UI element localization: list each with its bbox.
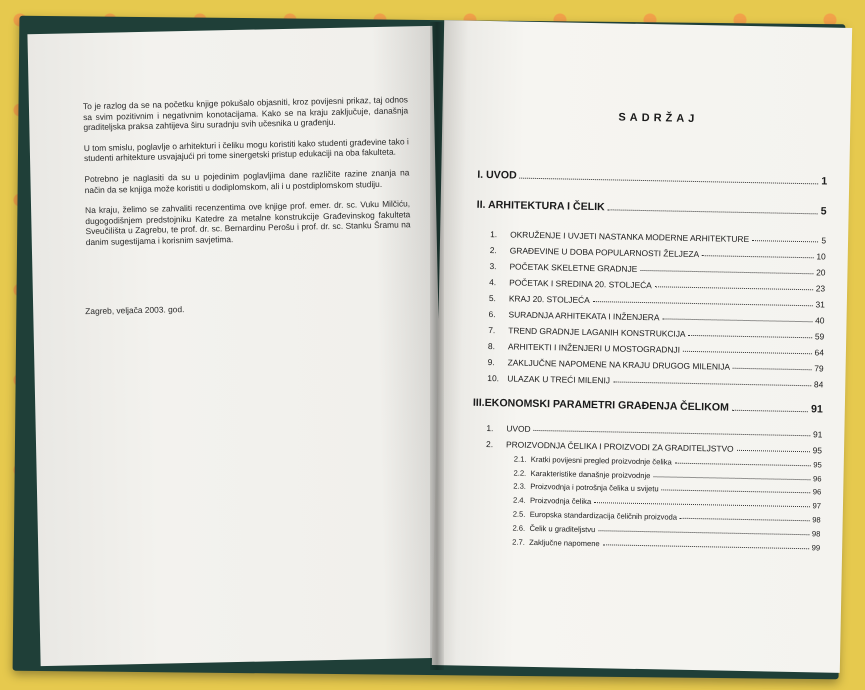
dot-leader [752,239,818,242]
toc-item-text: Proizvodnja i potrošnja čelika u svijetu [530,482,659,494]
dot-leader [608,208,818,214]
toc-item-number: 1. [490,229,498,240]
toc-section-3-items [472,417,823,456]
dot-leader [733,367,811,371]
toc-item-text: Čelik u graditeljstvu [529,523,596,534]
left-page [27,26,445,666]
toc-item-label [486,423,530,434]
toc-item-number: 1. [486,423,494,434]
toc-item-number: 2.6. [512,523,526,533]
toc-item-number: 2. [486,439,494,450]
toc-item-label [513,496,591,506]
toc-page-number: 1 [821,175,828,188]
toc-item-text: Europska standardizacija čeličnih proizvoda [529,509,678,522]
toc-item-text: SURADNJA ARHITEKATA I INŽENJERA [508,309,660,323]
toc-item-text: TREND GRADNJE LAGANIH KONSTRUKCIJA [508,325,686,339]
toc-page-number: 84 [813,379,824,390]
toc-item-text: POČETAK I SREDINA 20. STOLJEĆA [509,277,652,291]
book-gutter-shadow [430,22,444,670]
toc-item-text: Karakteristike današnje proizvodnje [530,468,651,480]
dot-leader [675,461,811,466]
toc-page-number: 59 [814,331,825,342]
dot-leader [613,380,811,386]
toc-item-text: UVOD [506,423,531,434]
toc-section-2-items [473,223,826,390]
dot-leader [737,449,810,452]
toc-item-text: ZAKLJUČNE NAPOMENE NA KRAJU DRUGOG MILENIJA [507,357,731,372]
toc-page-number: 98 [812,515,821,525]
toc-heading: SADRŽAJ [618,111,699,126]
toc-section-3 [473,397,823,416]
dot-leader [662,317,812,322]
dot-leader [603,543,809,549]
preface-paragraph-1: To je razlog da se na početku knjige pokušalo objasniti, kroz povijesni prikaz, taj odnos sa svim pozitivnim i negativnim konotacijama. Kako se na kraju zaključuje, današnja graditeljska praksa zahtijeva širu suradnju svih učesnika u građenju. [82,94,409,133]
toc-item-number: 7. [488,325,496,336]
toc-section-2 [477,199,827,218]
toc-page-number: 97 [812,501,822,511]
right-page [432,20,852,673]
toc-page-number: 64 [814,347,825,358]
toc-item-text: GRAĐEVINE U DOBA POPULARNOSTI ŽELJEZA [509,245,700,260]
toc-section-3-subitems [470,449,822,552]
toc-item-number: 5. [488,293,496,304]
toc-page-number: 79 [814,363,824,374]
toc-section-label: III.EKONOMSKI PARAMETRI GRAĐENJA ČELIKOM [472,396,729,414]
toc-page-number: 96 [812,487,822,497]
toc-item-label [512,523,595,534]
toc-item-number: 10. [487,373,500,384]
toc-item-label [489,293,590,305]
toc-item-number: 2.2. [513,468,527,478]
toc-page-number: 20 [816,267,826,278]
dot-leader [655,285,813,290]
toc-item-number: 6. [488,309,496,320]
toc-page-number: 5 [820,205,827,218]
toc-page-number: 23 [815,283,826,294]
toc-page-number: 95 [813,460,822,470]
toc-section-1 [477,169,827,188]
preface-paragraph-4: Na kraju, želimo se zahvaliti recenzentima ove knjige prof. emer. dr. sc. Vuku Milčiću, dugogodišnjem predstojniku Katedre za metalne konstrukcije Građevinskog fakulteta Sveučilišta u Zagrebu, te prof. dr. sc. Bernardinu Perošu i prof. dr. sc. Stanku Šramu na danim sugestijama i korisnim savjetima. [85,198,411,248]
dot-leader [732,409,808,412]
dot-leader [689,334,812,338]
toc-item-text: Proizvodnja čelika [529,496,592,507]
toc-item-text: OKRUŽENJE I UVJETI NASTANKA MODERNE ARHITEKTURE [510,229,750,245]
toc-page-number: 31 [815,299,825,310]
toc-page-number: 91 [812,429,823,440]
toc-page-number: 5 [821,235,827,246]
toc-item-text: KRAJ 20. STOLJEĆA [508,293,590,305]
toc-item-text: Zaključne napomene [529,537,600,548]
toc-item-text: POČETAK SKELETNE GRADNJE [509,261,638,274]
toc-item-number: 9. [487,357,495,368]
toc-item-number: 2.3. [513,481,527,492]
toc-page-number: 95 [812,445,823,456]
toc-item-text: Kratki povijesni pregled proizvodnje čelika [530,454,672,467]
toc-page-number: 99 [811,542,821,553]
dot-leader [683,350,812,354]
preface-date: Zagreb, veljača 2003. god. [85,304,185,317]
toc-item-number: 2.5. [512,509,526,519]
toc-item-number: 2.4. [512,495,526,505]
preface-paragraph-2: U tom smislu, poglavlje o arhitekturi i čeliku mogu koristiti kako studenti građevine tako i studenti arhitekture usvajajući pri tome sinergetski pristup edukaciji na oba fakulteta. [83,136,409,164]
toc-item-label [512,537,600,548]
dot-leader [680,517,809,521]
toc-page-number: 91 [810,403,823,416]
preface-text [83,94,411,257]
toc-page-number: 98 [811,529,821,539]
toc-item-number: 3. [489,261,497,272]
toc-item-number: 2.1. [513,454,527,464]
toc-item-number: 2. [489,245,497,256]
toc-page-number: 10 [816,251,826,262]
toc-item-number: 8. [487,341,496,352]
toc-section-label: II. ARHITEKTURA I ČELIK [476,198,605,214]
toc-item-number: 2.7. [512,537,525,547]
toc-page-number: 96 [812,473,822,484]
toc-item-text: PROIZVODNJA ČELIKA I PROIZVODI ZA GRADITELJSTVO [505,439,734,454]
dot-leader [653,475,810,480]
toc-page-number: 40 [815,315,825,326]
table-of-contents [470,109,828,552]
toc-item-label [487,373,610,385]
toc-item-text: ARHITEKTI I INŽENJERI U MOSTOGRADNJI [507,341,681,355]
dot-leader [702,254,813,258]
preface-paragraph-3: Potrebno je naglasiti da su u pojedinim poglavljima dane različite razine znanja na način da se knjiga može koristiti u dodiplomskom, ali i u postdiplomskom studiju. [84,167,410,195]
toc-item-number: 4. [489,277,497,288]
toc-section-label: I. UVOD [477,168,517,182]
dot-leader [662,489,810,494]
toc-item-text: ULAZAK U TREĆI MILENIJ [507,373,611,386]
dot-leader [520,177,819,185]
